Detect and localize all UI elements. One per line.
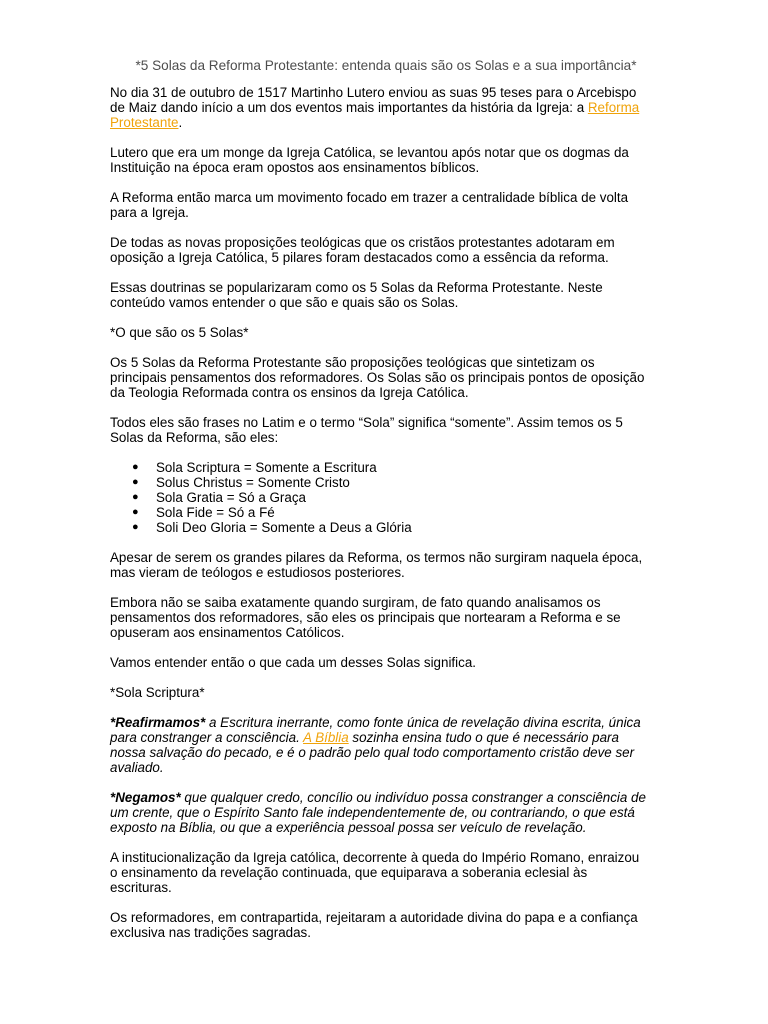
link-reforma-protestante[interactable]: Reforma Protestante bbox=[110, 100, 640, 130]
paragraph-latim: Todos eles são frases no Latim e o termo “Sola” significa “somente”. Assim temos os 5 Solas da Reforma, são eles: bbox=[110, 415, 623, 445]
list-item-text: Solus Christus = Somente Cristo bbox=[156, 475, 350, 490]
link-a-biblia[interactable]: A Bíblia bbox=[303, 730, 349, 745]
list-item bbox=[110, 475, 648, 490]
paragraph-negamos bbox=[110, 790, 648, 835]
list-item-text: Soli Deo Gloria = Somente a Deus a Glória bbox=[156, 520, 412, 535]
paragraph-doutrinas: Essas doutrinas se popularizaram como os 5 Solas da Reforma Protestante. Neste conteúdo vamos entender o que são e quais são os Solas. bbox=[110, 280, 603, 310]
paragraph-embora: Embora não se saiba exatamente quando surgiram, de fato quando analisamos os pensamentos dos reformadores, são eles os principais que nortearam a Reforma e se opuseram aos ensinamentos Católicos. bbox=[110, 595, 621, 640]
paragraph-definicao: Os 5 Solas da Reforma Protestante são proposições teológicas que sintetizam os principais pensamentos dos reformadores. Os Solas são os principais pontos de oposição da Teologia Reformada contra os ensinos da Igreja Católica. bbox=[110, 355, 645, 400]
paragraph-institucionalizacao: A institucionalização da Igreja católica, decorrente à queda do Império Romano, enraizou o ensinamento da revelação continuada, que equiparava a soberania eclesial às escrituras. bbox=[110, 850, 640, 895]
bullet-icon: ● bbox=[132, 521, 139, 533]
solas-list bbox=[110, 460, 648, 535]
heading-sola-scriptura: *Sola Scriptura* bbox=[110, 685, 205, 700]
list-item-text: Sola Gratia = Só a Graça bbox=[156, 490, 306, 505]
list-item-text: Sola Fide = Só a Fé bbox=[156, 505, 275, 520]
bullet-icon: ● bbox=[132, 506, 139, 518]
paragraph-text: No dia 31 de outubro de 1517 Martinho Lutero enviou as suas 95 teses para o Arcebispo de Maiz dando início a um dos eventos mais importantes da história da Igreja: a bbox=[110, 85, 637, 115]
paragraph-reafirmamos bbox=[110, 715, 648, 775]
paragraph-proposicoes: De todas as novas proposições teológicas que os cristãos protestantes adotaram em oposição a Igreja Católica, 5 pilares foram destacados como a essência da reforma. bbox=[110, 235, 615, 265]
paragraph-reformadores: Os reformadores, em contrapartida, rejeitaram a autoridade divina do papa e a confiança exclusiva nas tradições sagradas. bbox=[110, 910, 638, 940]
bullet-icon: ● bbox=[132, 476, 139, 488]
bullet-icon: ● bbox=[132, 461, 139, 473]
paragraph-end: sozinha ensina tudo o que é necessário para nossa salvação do pecado, e é o padrão pelo qual todo comportamento cristão deve ser avaliado. bbox=[110, 730, 635, 775]
list-item bbox=[110, 520, 648, 535]
bullet-icon: ● bbox=[132, 491, 139, 503]
list-item bbox=[110, 490, 648, 505]
paragraph-lutero: Lutero que era um monge da Igreja Católica, se levantou após notar que os dogmas da Instituição na época eram opostos aos ensinamentos bíblicos. bbox=[110, 145, 629, 175]
document-title: *5 Solas da Reforma Protestante: entenda quais são os Solas e a sua importância* bbox=[135, 58, 637, 73]
list-item-text: Sola Scriptura = Somente a Escritura bbox=[156, 460, 377, 475]
paragraph-intro bbox=[110, 85, 648, 130]
paragraph-text: a Escritura inerrante, como fonte única de revelação divina escrita, única para constranger a consciência. bbox=[110, 715, 641, 745]
paragraph-text: que qualquer credo, concílio ou indivíduo possa constranger a consciência de um crente, que o Espírito Santo fale independentemente de, ou contrariando, o que está exposto na Bíblia, ou que a experiência pessoal possa ser veículo de revelação. bbox=[110, 790, 646, 835]
list-item bbox=[110, 505, 648, 520]
list-item bbox=[110, 460, 648, 475]
paragraph-vamos-entender: Vamos entender então o que cada um desses Solas significa. bbox=[110, 655, 476, 670]
heading-o-que-sao: *O que são os 5 Solas* bbox=[110, 325, 249, 340]
emphasis-negamos: *Negamos* bbox=[110, 790, 181, 805]
paragraph-end: . bbox=[178, 115, 183, 130]
paragraph-pilares: Apesar de serem os grandes pilares da Reforma, os termos não surgiram naquela época, mas vieram de teólogos e estudiosos posteriores. bbox=[110, 550, 643, 580]
emphasis-reafirmamos: *Reafirmamos* bbox=[110, 715, 206, 730]
paragraph-reforma: A Reforma então marca um movimento focado em trazer a centralidade bíblica de volta para a Igreja. bbox=[110, 190, 629, 220]
